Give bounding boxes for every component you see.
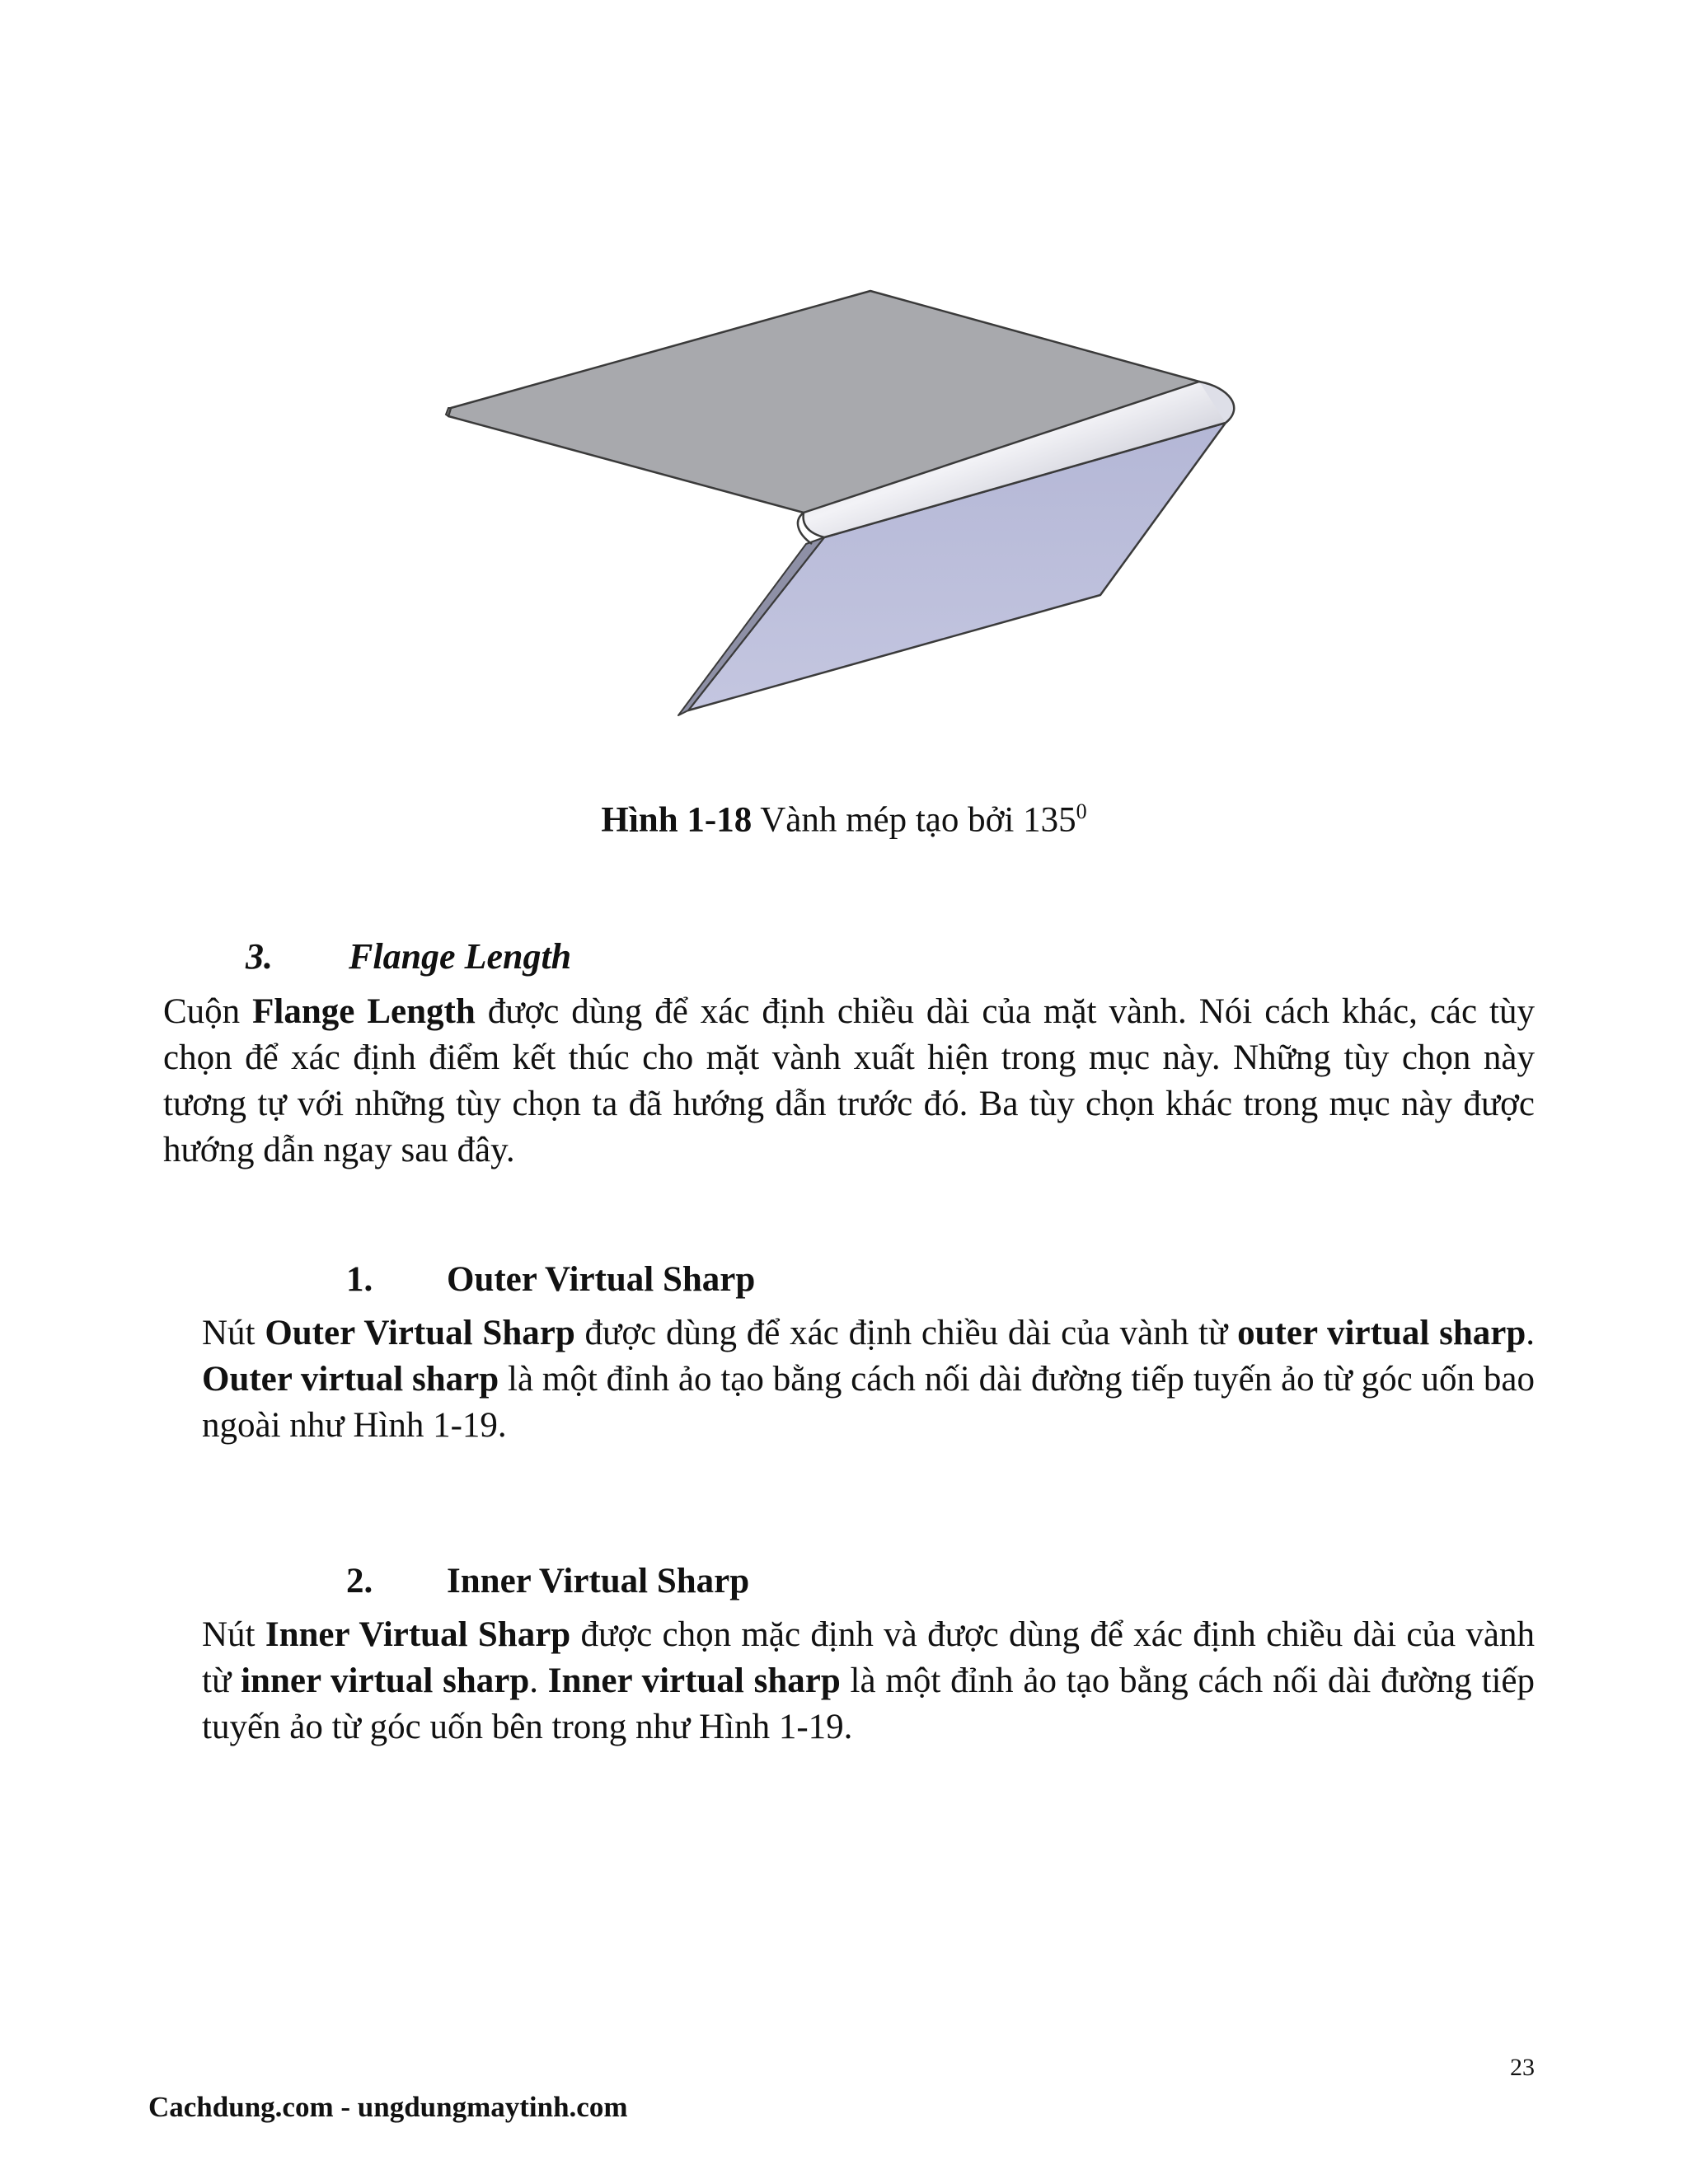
paragraph-text: Nút bbox=[202, 1615, 265, 1654]
bold-term: Outer Virtual Sharp bbox=[265, 1314, 575, 1352]
item1-heading bbox=[346, 1259, 756, 1300]
paragraph-text: Nút bbox=[202, 1314, 265, 1352]
bold-term: Flange Length bbox=[252, 992, 476, 1031]
item2-heading bbox=[346, 1561, 750, 1601]
item2-number: 2. bbox=[346, 1562, 373, 1601]
footer-site-link[interactable]: Cachdung.com - ungdungmaytinh.com bbox=[148, 2091, 628, 2123]
paragraph-text: là một đỉnh ảo tạo bằng cách nối dài đường tiếp tuyến ảo từ góc uốn bao ngoài như Hình 1-19. bbox=[202, 1360, 1535, 1445]
paragraph-text: . bbox=[1526, 1314, 1535, 1352]
caption-label: Hình 1-18 bbox=[601, 800, 753, 840]
section-number: 3. bbox=[246, 936, 273, 977]
paragraph-text: Cuộn bbox=[163, 992, 253, 1031]
paragraph-text: được dùng để xác định chiều dài của mặt vành. Nói cách khác, các tùy chọn để xác định điểm kết thúc cho mặt vành xuất hiện trong mục này. Những tùy chọn này tương tự với những tùy chọn ta đã hướng dẫn trước đó. Ba tùy chọn khác trong mục này được hướng dẫn ngay sau đây. bbox=[163, 992, 1535, 1169]
bold-term: outer virtual sharp bbox=[1237, 1314, 1526, 1352]
bold-term: Inner virtual sharp bbox=[547, 1661, 841, 1700]
bold-term: Inner Virtual Sharp bbox=[265, 1615, 571, 1654]
item1-paragraph bbox=[202, 1310, 1535, 1449]
section-title: Flange Length bbox=[349, 936, 572, 977]
paragraph-text: . bbox=[529, 1661, 548, 1700]
item1-title: Outer Virtual Sharp bbox=[447, 1260, 756, 1299]
paragraph-text: được dùng để xác định chiều dài của vành từ bbox=[574, 1314, 1238, 1352]
figure-caption bbox=[0, 799, 1688, 840]
paragraph-text: được chọn mặc định và được dùng để xác định chiều dài của vành từ bbox=[202, 1615, 1536, 1700]
section-heading bbox=[246, 935, 572, 977]
paragraph-text: là một đỉnh ảo tạo bằng cách nối dài đường tiếp tuyến ảo từ góc uốn bên trong như Hình 1-19. bbox=[202, 1661, 1536, 1746]
item2-title: Inner Virtual Sharp bbox=[447, 1562, 750, 1601]
item1-number: 1. bbox=[346, 1260, 373, 1299]
flange-figure bbox=[429, 280, 1253, 725]
bold-term: inner virtual sharp bbox=[241, 1661, 530, 1700]
caption-text: Vành mép tạo bởi 135 bbox=[760, 800, 1076, 840]
page-number: 23 bbox=[1510, 2054, 1535, 2081]
section-paragraph bbox=[163, 989, 1535, 1174]
bold-term: Outer virtual sharp bbox=[202, 1360, 499, 1399]
item2-paragraph bbox=[202, 1612, 1535, 1750]
caption-superscript: 0 bbox=[1076, 799, 1087, 823]
